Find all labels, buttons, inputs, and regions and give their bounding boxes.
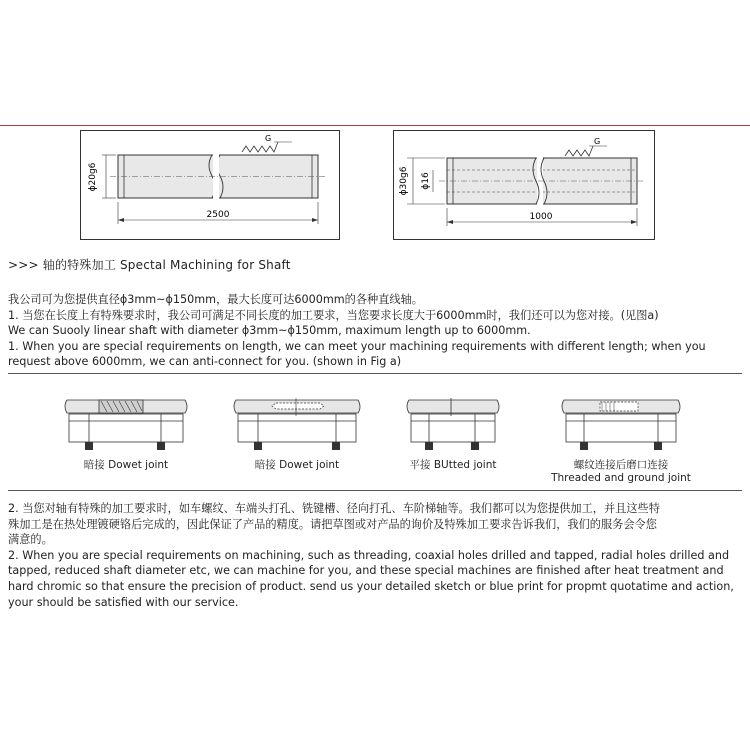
joint-drawing-threaded <box>560 388 682 454</box>
joint-drawing-dowel-2 <box>232 388 362 454</box>
outer-diameter-label-b: ϕ30g6 <box>399 166 409 196</box>
intro-line-4: 1. When you are special requirements on length, we can meet your machining requirements with different length; when you <box>8 339 706 353</box>
intro-line-3: We can Suooly linear shaft with diameter ϕ3mm~ϕ150mm, maximum length up to 6000mm. <box>8 324 531 338</box>
joint-caption-1 <box>63 459 189 472</box>
section-divider-top <box>8 373 742 374</box>
joint-caption-2-text: 暗接 Dowet joint <box>254 459 340 471</box>
machining-line-7: your should be satisfied with our service. <box>8 595 239 609</box>
machining-line-5: tapped, reduced shaft diameter etc, we can machine for you, and these special machines are finished after heat treatment and <box>8 564 724 578</box>
diameter-label-a: ϕ20g6 <box>88 162 98 192</box>
finish-label-a: G <box>265 134 272 143</box>
joint-caption-2 <box>232 459 362 472</box>
joint-caption-4-text-en: Threaded and ground joint <box>551 472 691 484</box>
machining-line-4: 2. When you are special requirements on machining, such as threading, coaxial holes drilled and tapped, radial holes drilled and <box>8 548 730 562</box>
joint-caption-1-text: 暗接 Dowet joint <box>83 459 169 471</box>
intro-line-2: 1. 当您在长度上有特殊要求时，我公司可满足不同长度的加工要求，当您要求长度大于6000mm时，我们还可以为您对接。(见图a) <box>8 308 659 322</box>
machining-line-3: 满意的。 <box>8 533 53 547</box>
machining-line-6: hard chromic so that ensure the precision of product. send us your detailed sketch or blue print for propmt quotatime and action, <box>8 579 734 593</box>
shaft-drawing-b <box>393 130 655 240</box>
joint-caption-3 <box>395 459 511 472</box>
machining-line-1: 2. 当您对轴有特殊的加工要求时，如车螺纹、车端头打孔、铣键槽、径向打孔、车阶梯轴等。我们都可以为您提供加工，并且这些特 <box>8 502 660 515</box>
joint-caption-4-text: 螺纹连接后磨口连接 <box>573 459 669 471</box>
joint-caption-3-text: 平接 BUtted joint <box>409 459 497 471</box>
intro-line-5: request above 6000mm, we can anti-connect for you. (shown in Fig a) <box>8 355 402 369</box>
length-label-b: 1000 <box>529 212 553 222</box>
length-label-a: 2500 <box>206 210 230 220</box>
top-rule <box>0 125 750 126</box>
joint-drawing-butted <box>405 388 501 454</box>
section-heading: >>> 轴的特殊加工 Spectal Machining for Shaft <box>8 258 291 272</box>
section-divider-bottom <box>8 490 742 491</box>
finish-label-b: G <box>594 137 601 146</box>
machining-paragraph <box>8 501 744 610</box>
joint-drawing-dowel-1 <box>63 388 189 454</box>
joint-caption-4 <box>535 459 707 485</box>
intro-line-1: 我公司可为您提供直径ϕ3mm~ϕ150mm，最大长度可达6000mm的各种直线轴。 <box>8 293 423 306</box>
shaft-drawing-a <box>80 130 340 240</box>
machining-line-2: 殊加工是在热处理镀硬铬后完成的，因此保证了产品的精度。请把草图或对产品的询价及特殊加工要求告诉我们，我们的服务会令您 <box>8 517 657 531</box>
intro-paragraph <box>8 292 744 370</box>
inner-diameter-label-b: ϕ16 <box>421 172 431 190</box>
